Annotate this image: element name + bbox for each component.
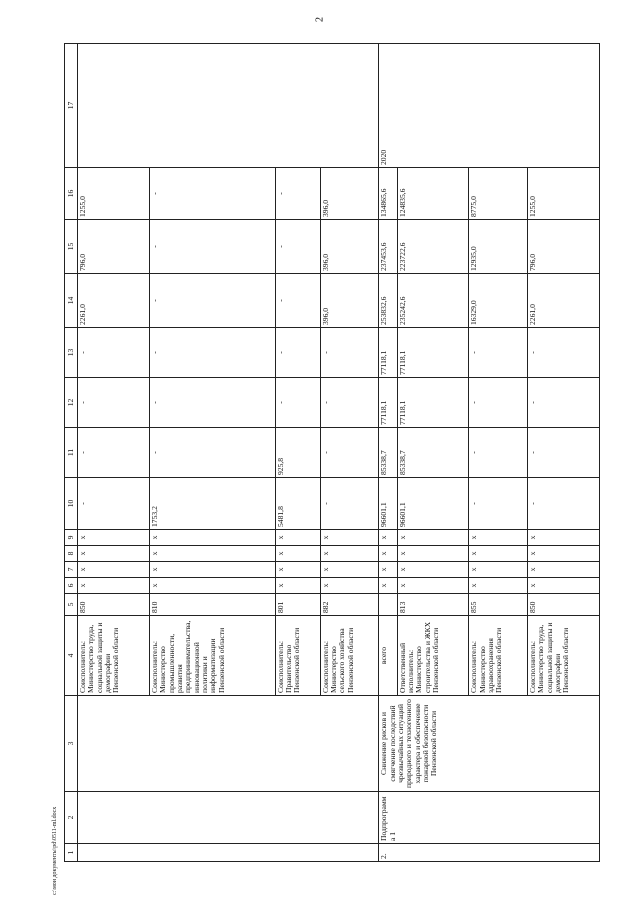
cell: x: [527, 546, 599, 562]
footer-file-path: c:\мои документы\pd\0511-ml.docx: [52, 806, 58, 895]
cell: x: [320, 546, 379, 562]
cell: 2261,0: [78, 274, 150, 328]
cell: 2261,0: [527, 274, 599, 328]
cell: x: [527, 562, 599, 578]
cell: x: [78, 578, 150, 594]
cell: -: [527, 478, 599, 530]
cell: x: [320, 562, 379, 578]
cell: 396,0: [320, 220, 379, 274]
cell: -: [275, 328, 320, 378]
cell: x: [320, 530, 379, 546]
cell: 396,0: [320, 274, 379, 328]
col-header: 16: [65, 168, 78, 220]
cell: 1753,2: [149, 478, 275, 530]
cell: 5481,8: [275, 478, 320, 530]
cell: x: [149, 578, 275, 594]
cell: x: [320, 578, 379, 594]
table-row: [379, 44, 397, 862]
cell: x: [379, 562, 397, 578]
header-row: [65, 44, 78, 862]
col-header: 4: [65, 616, 78, 696]
cell: 796,0: [527, 220, 599, 274]
cell: x: [379, 530, 397, 546]
cell: -: [320, 328, 379, 378]
cell: 77118,1: [397, 328, 469, 378]
cell: -: [275, 378, 320, 428]
cell: x: [469, 530, 528, 546]
col-header: 17: [65, 44, 78, 168]
cell: 801: [275, 594, 320, 616]
cell: x: [469, 546, 528, 562]
cell: 925,8: [275, 428, 320, 478]
cell: x: [275, 578, 320, 594]
cell: 77118,1: [379, 328, 397, 378]
cell: x: [78, 562, 150, 578]
cell: -: [469, 378, 528, 428]
executor-cell: Соисполнитель: Министерство труда, социальной защиты и демографии Пензенской области: [78, 616, 150, 696]
cell: 810: [149, 594, 275, 616]
cell: 77118,1: [397, 378, 469, 428]
cell: -: [78, 478, 150, 530]
cell: 1255,0: [78, 168, 150, 220]
cell: x: [397, 578, 469, 594]
cell: -: [78, 328, 150, 378]
subprogram-title: Снижение рисков и смягчение последствий чрезвычайных ситуаций природного и техногенного характера и обеспечение пожарной безопасности Пензенской области: [379, 696, 600, 792]
cell: x: [527, 578, 599, 594]
cell: 12935,0: [469, 220, 528, 274]
cell: 85338,7: [379, 428, 397, 478]
page-number: 2: [314, 17, 326, 22]
cell: x: [379, 578, 397, 594]
cell: -: [149, 378, 275, 428]
executor-cell: Соисполнитель: Министерство труда, социальной защиты и демографии Пензенской области: [527, 616, 599, 696]
cell: -: [149, 220, 275, 274]
cell: [78, 844, 379, 862]
executor-cell: Соисполнитель: Министерство здравоохранения Пензенской области: [469, 616, 528, 696]
executor-cell: всего: [379, 616, 397, 696]
executor-cell: Соисполнитель: Министерство промышленности, развития предпринимательства, инновационной политики и информатизации Пензенской области: [149, 616, 275, 696]
cell: x: [469, 578, 528, 594]
cell: -: [275, 168, 320, 220]
cell: 850: [78, 594, 150, 616]
col-header: 9: [65, 530, 78, 546]
cell: 850: [527, 594, 599, 616]
cell: 813: [397, 594, 469, 616]
cell: x: [149, 546, 275, 562]
col-header: 3: [65, 696, 78, 792]
cell: -: [469, 328, 528, 378]
cell: 396,0: [320, 168, 379, 220]
cell: x: [78, 546, 150, 562]
cell: -: [149, 428, 275, 478]
subprogram-name: Подпрограмма 1: [379, 792, 600, 844]
cell: 96601,1: [379, 478, 397, 530]
col-header: 7: [65, 562, 78, 578]
col-header: 13: [65, 328, 78, 378]
cell: -: [78, 428, 150, 478]
cell: -: [469, 428, 528, 478]
cell: -: [320, 378, 379, 428]
cell: x: [78, 530, 150, 546]
cell: [78, 696, 379, 792]
cell: 1255,0: [527, 168, 599, 220]
cell: x: [397, 546, 469, 562]
row-number: 2.: [379, 844, 600, 862]
cell: x: [379, 546, 397, 562]
col-header: 5: [65, 594, 78, 616]
cell: x: [149, 530, 275, 546]
cell: x: [275, 530, 320, 546]
cell: x: [397, 530, 469, 546]
cell: 796,0: [78, 220, 150, 274]
cell: x: [149, 562, 275, 578]
cell: 235242,6: [397, 274, 469, 328]
cell: -: [78, 378, 150, 428]
cell: -: [275, 274, 320, 328]
cell: x: [275, 562, 320, 578]
executor-cell: Соисполнитель: Министерство сельского хозяйства Пензенской области: [320, 616, 379, 696]
table-row: [78, 44, 150, 862]
cell: x: [527, 530, 599, 546]
cell: [78, 44, 379, 168]
cell: -: [320, 478, 379, 530]
cell: -: [275, 220, 320, 274]
cell: -: [149, 274, 275, 328]
cell: -: [149, 328, 275, 378]
rotated-table-block: [64, 44, 600, 862]
executor-cell: Соисполнитель: Правительство Пензенской области: [275, 616, 320, 696]
executor-cell: Ответственный исполнитель: Министерство строительства и ЖКХ Пензенской области: [397, 616, 469, 696]
year-cell: 2020: [379, 44, 600, 168]
col-header: 10: [65, 478, 78, 530]
cell: 124835,6: [397, 168, 469, 220]
cell: [78, 792, 379, 844]
cell: [379, 594, 397, 616]
cell: 223722,6: [397, 220, 469, 274]
cell: 8775,0: [469, 168, 528, 220]
cell: x: [397, 562, 469, 578]
cell: 96601,1: [397, 478, 469, 530]
cell: 85338,7: [397, 428, 469, 478]
cell: x: [469, 562, 528, 578]
col-header: 14: [65, 274, 78, 328]
cell: -: [527, 378, 599, 428]
col-header: 6: [65, 578, 78, 594]
cell: -: [149, 168, 275, 220]
col-header: 2: [65, 792, 78, 844]
cell: -: [527, 328, 599, 378]
cell: 253832,6: [379, 274, 397, 328]
cell: 237453,6: [379, 220, 397, 274]
col-header: 8: [65, 546, 78, 562]
col-header: 1: [65, 844, 78, 862]
cell: 77118,1: [379, 378, 397, 428]
cell: -: [527, 428, 599, 478]
cell: 855: [469, 594, 528, 616]
cell: -: [469, 478, 528, 530]
col-header: 11: [65, 428, 78, 478]
cell: 16329,0: [469, 274, 528, 328]
cell: 882: [320, 594, 379, 616]
cell: -: [320, 428, 379, 478]
cell: 134865,6: [379, 168, 397, 220]
cell: x: [275, 546, 320, 562]
col-header: 15: [65, 220, 78, 274]
col-header: 12: [65, 378, 78, 428]
program-table: [64, 43, 600, 862]
